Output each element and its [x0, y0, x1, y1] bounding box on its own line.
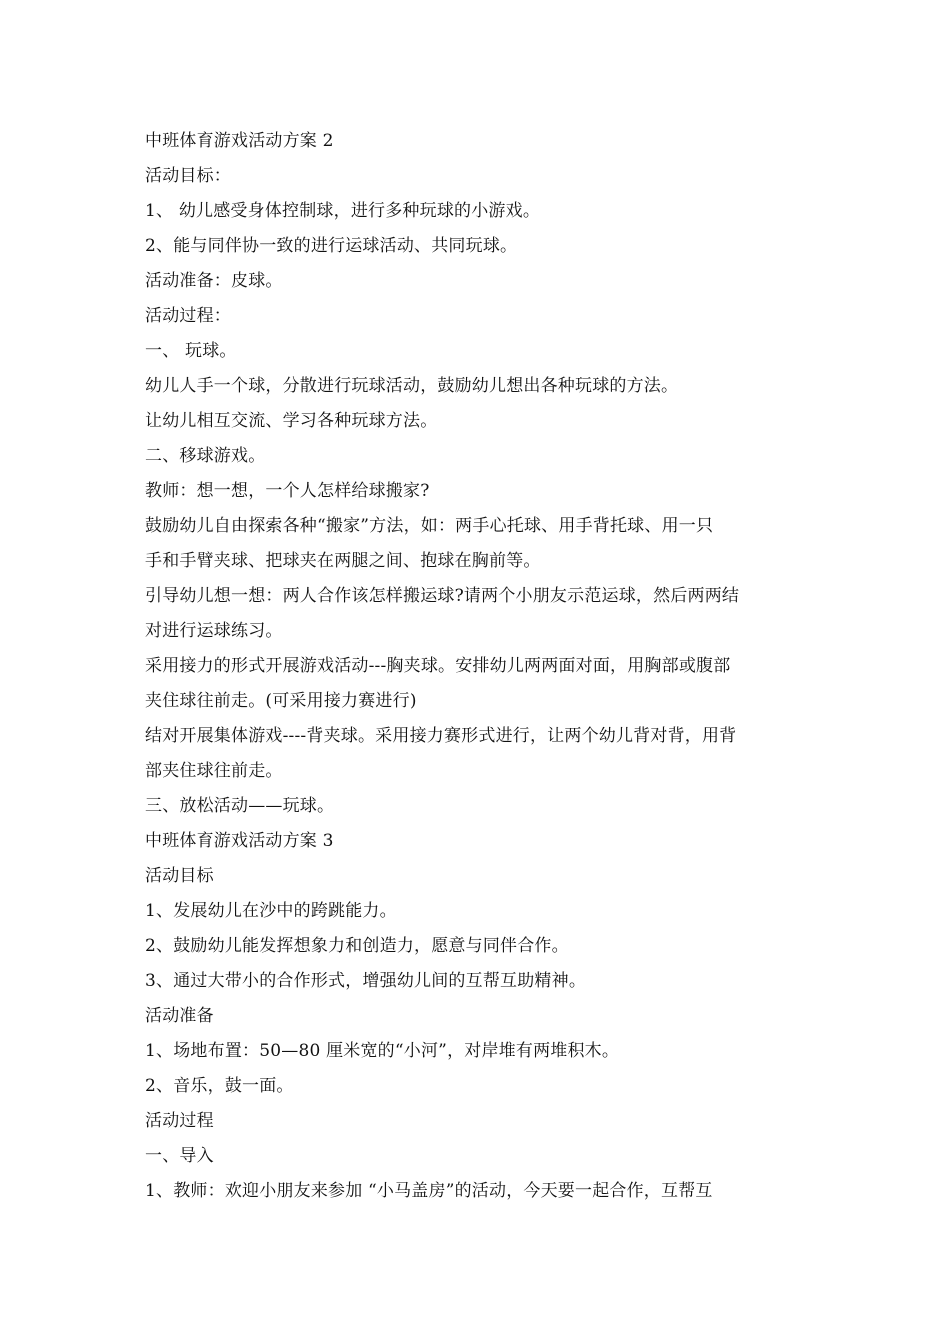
heading-process: 活动过程： [145, 306, 231, 326]
subheading: 三、放松活动——玩球。 [145, 796, 335, 816]
heading-goals: 活动目标： [145, 166, 231, 186]
heading-process: 活动过程 [145, 1111, 214, 1131]
paragraph: 教师：想一想，一个人怎样给球搬家? [145, 481, 430, 501]
paragraph: 1、 幼儿感受身体控制球，进行多种玩球的小游戏。 [145, 201, 541, 221]
paragraph: 1、场地布置：50—80 厘米宽的“小河”，对岸堆有两堆积木。 [145, 1041, 620, 1061]
paragraph-line: 部夹住球往前走。 [145, 761, 283, 781]
paragraph: 活动准备：皮球。 [145, 271, 283, 291]
section-title: 中班体育游戏活动方案 3 [145, 831, 334, 851]
subheading: 一、 玩球。 [145, 341, 237, 361]
paragraph: 3、通过大带小的合作形式，增强幼儿间的互帮互助精神。 [145, 971, 587, 991]
paragraph-line: 引导幼儿想一想：两人合作该怎样搬运球?请两个小朋友示范运球，然后两两结 [145, 586, 740, 606]
paragraph: 2、音乐，鼓一面。 [145, 1076, 294, 1096]
paragraph-line: 结对开展集体游戏----背夹球。采用接力赛形式进行，让两个幼儿背对背，用背 [145, 726, 737, 746]
paragraph: 让幼儿相互交流、学习各种玩球方法。 [145, 411, 438, 431]
paragraph: 2、鼓励幼儿能发挥想象力和创造力，愿意与同伴合作。 [145, 936, 569, 956]
paragraph-line: 夹住球往前走。(可采用接力赛进行) [145, 691, 417, 711]
paragraph-line: 1、教师：欢迎小朋友来参加 “小马盖房”的活动，今天要一起合作，互帮互 [145, 1181, 713, 1201]
paragraph-line: 鼓励幼儿自由探索各种“搬家”方法，如：两手心托球、用手背托球、用一只 [145, 516, 714, 536]
paragraph: 幼儿人手一个球，分散进行玩球活动，鼓励幼儿想出各种玩球的方法。 [145, 376, 679, 396]
section-title: 中班体育游戏活动方案 2 [145, 131, 334, 151]
heading-preparation: 活动准备 [145, 1006, 214, 1026]
paragraph: 2、能与同伴协一致的进行运球活动、共同玩球。 [145, 236, 518, 256]
paragraph: 1、发展幼儿在沙中的跨跳能力。 [145, 901, 397, 921]
paragraph-line: 对进行运球练习。 [145, 621, 283, 641]
document-body [145, 124, 813, 1209]
subheading: 一、导入 [145, 1146, 214, 1166]
subheading: 二、移球游戏。 [145, 446, 266, 466]
paragraph-line: 采用接力的形式开展游戏活动---胸夹球。安排幼儿两两面对面，用胸部或腹部 [145, 656, 731, 676]
paragraph-line: 手和手臂夹球、把球夹在两腿之间、抱球在胸前等。 [145, 551, 541, 571]
heading-goals: 活动目标 [145, 866, 214, 886]
